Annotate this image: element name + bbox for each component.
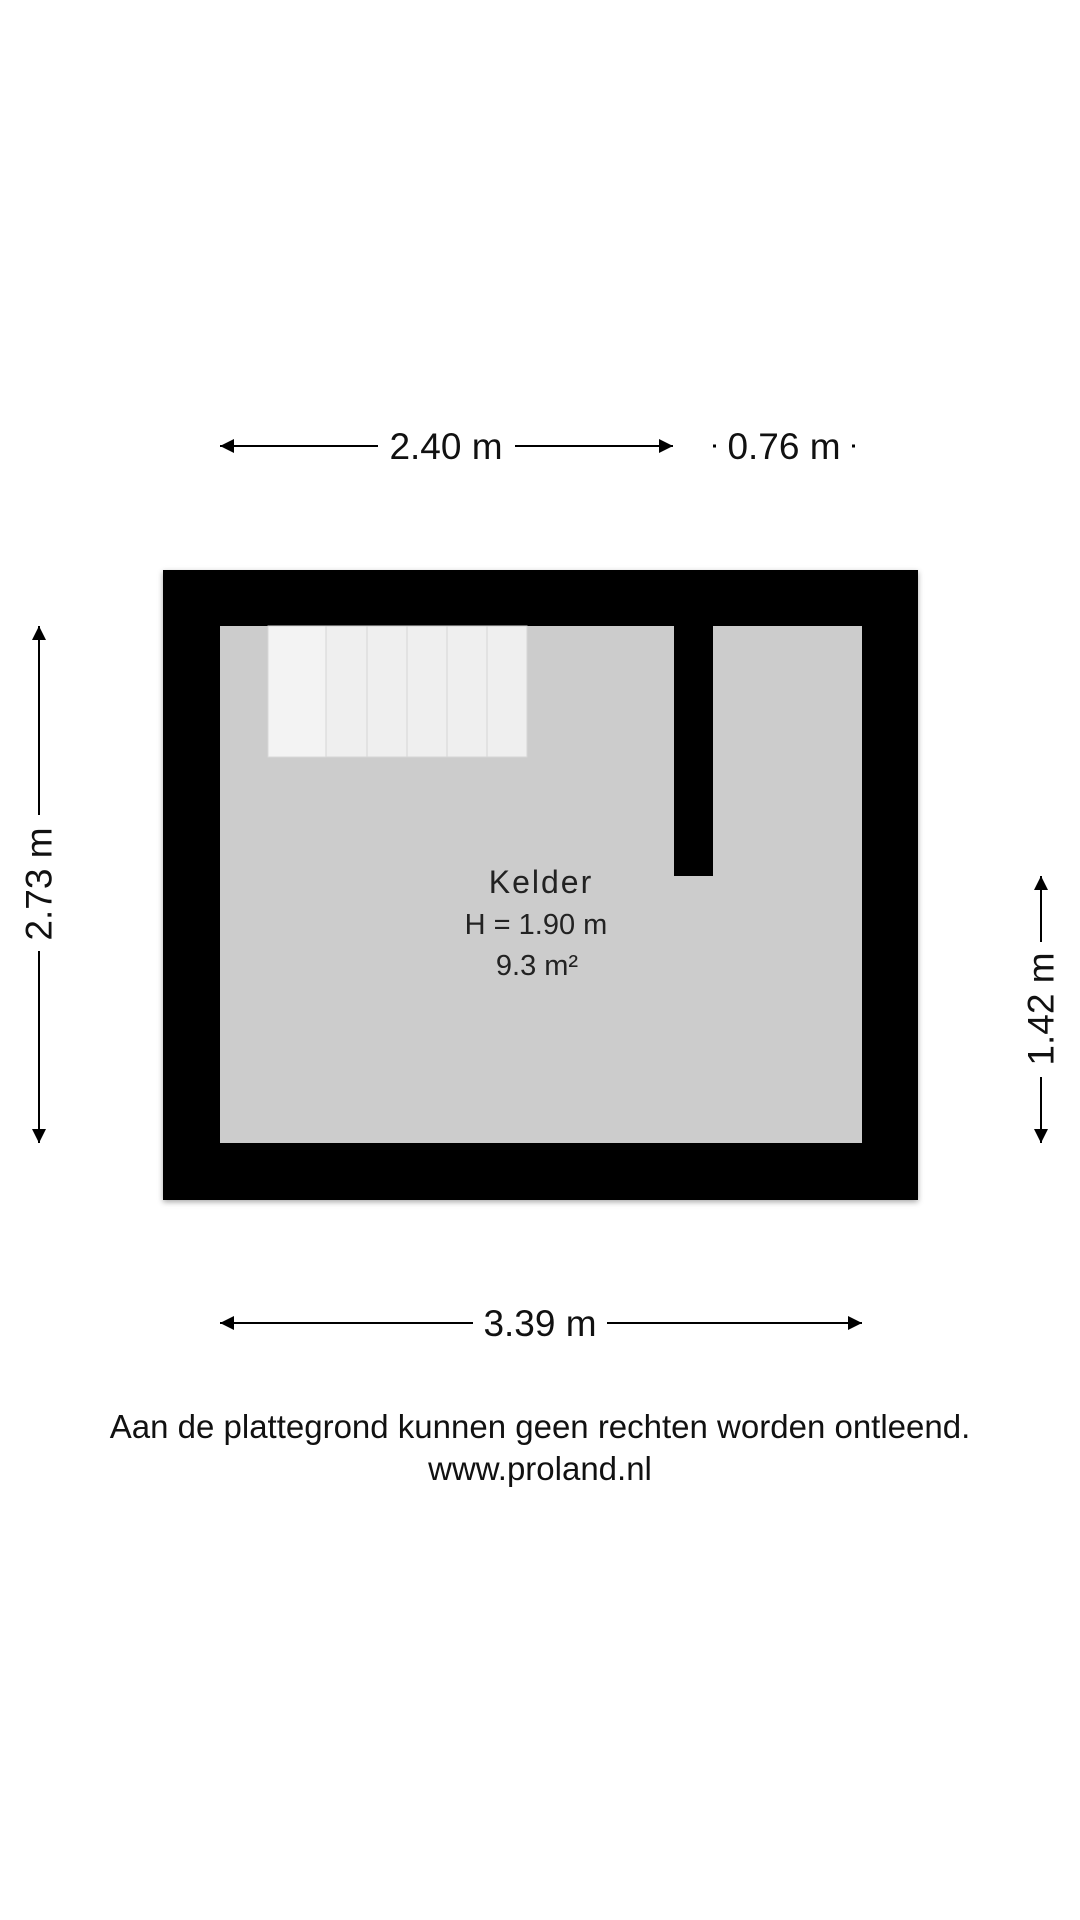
room-height: H = 1.90 m [464, 909, 608, 941]
website-url: www.proland.nl [428, 1450, 652, 1487]
dimension-right [1021, 876, 1062, 1143]
stair-step [487, 626, 527, 757]
dimension-label: 2.73 m [18, 827, 60, 941]
room-name: Kelder [488, 864, 594, 900]
partition-wall [674, 626, 713, 876]
dimension-label: 1.42 m [1020, 952, 1062, 1066]
room-area: 9.3 m² [495, 950, 579, 982]
dimension-top-left [220, 426, 673, 467]
dimension-label: 3.39 m [483, 1303, 597, 1344]
stair-step [447, 626, 487, 757]
dimension-bottom [220, 1303, 862, 1344]
disclaimer-text: Aan de plattegrond kunnen geen rechten worden ontleend. [109, 1408, 971, 1445]
stair-step [367, 626, 407, 757]
dimension-label: 0.76 m [727, 426, 841, 467]
dimension-label: 2.40 m [389, 426, 503, 467]
dimension-top-right [713, 426, 855, 467]
stair-step [326, 626, 367, 757]
staircase [268, 626, 527, 757]
dimension-left [19, 626, 60, 1143]
stair-step [407, 626, 447, 757]
stair-landing [268, 626, 326, 757]
